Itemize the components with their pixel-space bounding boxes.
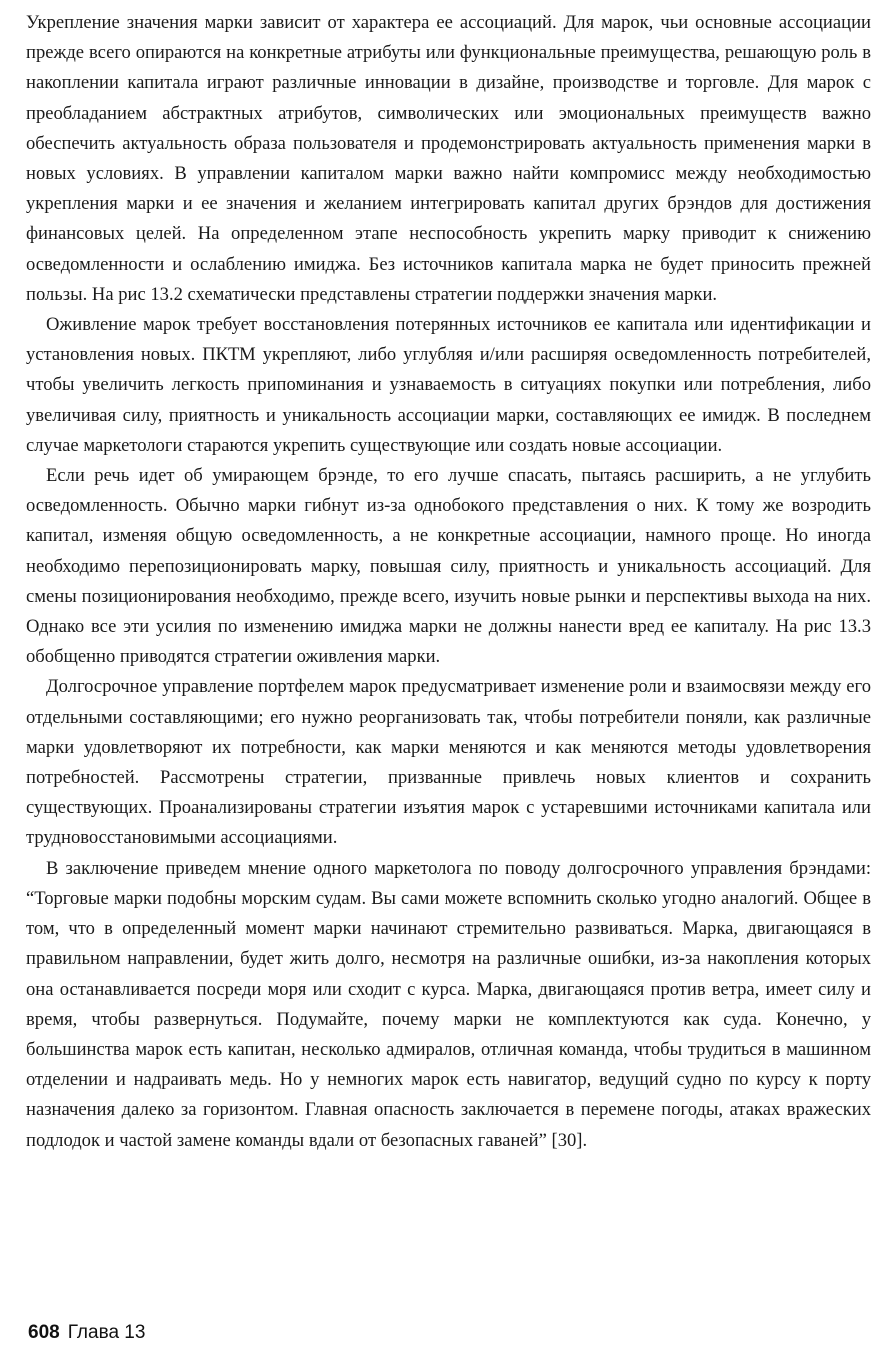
- paragraph-portfolio-management: Долгосрочное управление портфелем марок предусматривает изменение роли и взаимосвязи между его отдельными составляющими; его нужно реорганизовать так, чтобы потребители поняли, как различные марки удовлетворяют их потребности, как марки меняются и как меняются методы удовлетворения потребностей. Рассмотрены стратегии, призванные привлечь новых клиентов и сохранить существующих. Проанализированы стратегии изъятия марок с устаревшими источниками капитала или трудновосстановимыми ассоциациями.: [26, 676, 871, 849]
- paragraph-brand-strengthening: Укрепление значения марки зависит от характера ее ассоциаций. Для марок, чьи основные ассоциации прежде всего опираются на конкретные атрибуты или функциональные преимущества, решающую роль в накоплении капитала играют различные инновации в дизайне, производстве и торговле. Для марок с преобладанием абстрактных атрибутов, символических или эмоциональных преимуществ важно обеспечить актуальность образа пользователя и продемонстрировать актуальность применения марки в новых условиях. В управлении капиталом марки важно найти компромисс между необходимостью укрепления марки и ее значения и желанием интегрировать капитал других брэндов для достижения финансовых целей. На определенном этапе неспособность укрепить марку приводит к снижению осведомленности и ослаблению имиджа. Без источников капитала марка не будет приносить прежней пользы. На рис 13.2 схематически представлены стратегии поддержки значения марки.: [26, 12, 871, 305]
- paragraph-conclusion-quote: В заключение приведем мнение одного маркетолога по поводу долгосрочного управления брэндами: “Торговые марки подобны морским судам. Вы сами можете вспомнить сколько угодно аналогий. Общее в том, что в определенный момент марки начинают стремительно развиваться. Марка, двигающаяся в правильном направлении, будет жить долго, несмотря на различные ошибки, из-за накопления которых она останавливается посреди моря или сходит с курса. Марка, двигающаяся против ветра, имеет силу и время, чтобы развернуться. Подумайте, почему марки не комплектуются как суда. Конечно, у большинства марок есть капитан, несколько адмиралов, отличная команда, чтобы трудиться в машинном отделении и надраивать медь. Но у немногих марок есть навигатор, ведущий судно по курсу к порту назначения далеко за горизонтом. Главная опасность заключается в перемене погоды, атаках вражеских подлодок и частой замене команды вдали от безопасных гаваней” [30].: [26, 857, 871, 1151]
- page-footer: [28, 1322, 145, 1344]
- body-text: [26, 8, 871, 1156]
- paragraph-brand-revitalization: Оживление марок требует восстановления потерянных источников ее капитала или идентификации и установления новых. ПКТМ укрепляют, либо углубляя и/или расширяя осведомленность потребителей, чтобы увеличить легкость припоминания и узнаваемость в ситуациях покупки или потребления, либо увеличивая силу, приятность и уникальность ассоциации марки, составляющих ее имидж. В последнем случае маркетологи стараются укрепить существующие или создать новые ассоциации.: [26, 314, 871, 456]
- paragraph-dying-brand: Если речь идет об умирающем брэнде, то его лучше спасать, пытаясь расширить, а не углубить осведомленность. Обычно марки гибнут из-за однобокого представления о них. К тому же возродить капитал, изменяя общую осведомленность, а не конкретные ассоциации, намного проще. Но иногда необходимо перепозиционировать марку, повышая силу, приятность и уникальность ассоциаций. Для смены позиционирования необходимо, прежде всего, изучить новые рынки и перспективы выхода на них. Однако все эти усилия по изменению имиджа марки не должны нанести вред ее капиталу. На рис 13.3 обобщенно приводятся стратегии оживления марки.: [26, 465, 871, 668]
- page-number: 608: [28, 1322, 60, 1343]
- chapter-label: Глава 13: [67, 1322, 146, 1343]
